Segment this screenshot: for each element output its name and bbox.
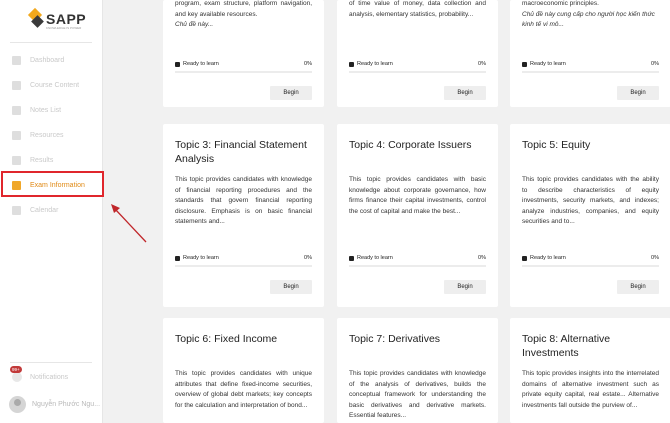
sidebar-item-calendar[interactable] (0, 200, 103, 220)
topic-card (163, 318, 324, 423)
sidebar-item-notes-list[interactable] (0, 100, 103, 120)
book-icon (12, 81, 21, 90)
user-profile[interactable] (9, 396, 100, 413)
topic-description: This topic provides candidates with knowledge of the analysis of derivatives, builds the conceptual framework for understanding the basic derivatives and derivative markets. Essential features... (349, 370, 486, 419)
topic-description-vi: Chủ đề này... (175, 21, 214, 28)
topic-title: Topic 8: Alternative Investments (522, 333, 611, 359)
progress-percent: 0% (651, 61, 659, 67)
progress-bar (522, 265, 659, 267)
sidebar (0, 0, 103, 423)
logo-mark-icon (30, 8, 44, 30)
topic-title: Topic 7: Derivatives (349, 333, 441, 345)
topic-status: Ready to learn 0% (175, 61, 312, 67)
chart-icon (12, 156, 21, 165)
progress-bar (175, 265, 312, 267)
sidebar-item-label: Dashboard (30, 56, 65, 64)
calendar-icon (12, 206, 21, 215)
notifications-label: Notifications (30, 373, 69, 381)
divider (10, 42, 92, 43)
notification-badge: 99+ (12, 367, 20, 372)
topic-description: This topic provides candidates with unique attributes that define fixed-income securities, overview of global debt markets; key concepts for the calculation and interpretation of bond... (175, 370, 312, 409)
begin-button[interactable]: Begin (444, 280, 486, 294)
progress-percent: 0% (304, 61, 312, 67)
topic-description-vi: Chủ đề này cung cấp cho người học kiến thức kinh tế vi mô... (522, 10, 655, 28)
topic-card (337, 0, 498, 107)
progress-bar (349, 71, 486, 73)
topic-description: This topic provides candidates with the ability to describe characteristics of equity investments, security markets, and indexes; analyze industries, companies, and equity securities and to... (522, 176, 659, 225)
topic-status: Ready to learn 0% (349, 255, 486, 261)
sidebar-item-label: Exam Information (30, 181, 85, 189)
avatar (9, 396, 26, 413)
sidebar-item-label: Resources (30, 131, 64, 139)
topic-card (337, 124, 498, 307)
topic-status: Ready to learn 0% (522, 255, 659, 261)
highlight-annotation (1, 171, 104, 197)
topic-card (510, 124, 670, 307)
topic-title: Topic 5: Equity (522, 139, 591, 151)
progress-bar (175, 71, 312, 73)
progress-bar (522, 71, 659, 73)
begin-button[interactable]: Begin (270, 86, 312, 100)
sidebar-item-label: Calendar (30, 206, 59, 214)
topic-title: Topic 6: Fixed Income (175, 333, 278, 345)
sidebar-item-results[interactable] (0, 150, 103, 170)
topic-description: This topic provides insights into the interrelated domains of alternative investment such as private equity capital, real estate... Alternative investments fall outside the purview of... (522, 370, 659, 409)
topic-card (163, 0, 324, 107)
thumbs-up-icon (522, 62, 527, 67)
topic-card (510, 0, 670, 107)
sidebar-item-label: Notes List (30, 106, 62, 114)
topic-description: of time value of money, data collection and analysis, elementary statistics, probability... (349, 0, 486, 18)
begin-button[interactable]: Begin (617, 86, 659, 100)
topic-status: Ready to learn 0% (349, 61, 486, 67)
sidebar-item-course-content[interactable] (0, 75, 103, 95)
begin-button[interactable]: Begin (617, 280, 659, 294)
progress-percent: 0% (478, 255, 486, 261)
begin-button[interactable]: Begin (444, 86, 486, 100)
topic-card (510, 318, 670, 423)
sidebar-item-label: Results (30, 156, 54, 164)
topic-description: This topic provides candidates with knowledge of financial reporting procedures and the standards that govern financial reporting disclosure. Emphasis is on basic financial statements and... (175, 176, 312, 225)
thumbs-up-icon (175, 256, 180, 261)
sidebar-item-label: Course Content (30, 81, 80, 89)
topic-status: Ready to learn 0% (522, 61, 659, 67)
notifications-button[interactable] (12, 367, 69, 382)
bell-icon (12, 367, 22, 382)
user-name: Nguyễn Phước Ngu... (32, 401, 101, 408)
topic-description: This topic provides candidates with basic knowledge about corporate governance, how firms finance their capital investments, control the cost of capital and make the best... (349, 176, 486, 215)
begin-button[interactable]: Begin (270, 280, 312, 294)
topic-status: Ready to learn 0% (175, 255, 312, 261)
thumbs-up-icon (349, 62, 354, 67)
dashboard-icon (12, 56, 21, 65)
folder-icon (12, 131, 21, 140)
logo-text: SAPP (46, 11, 87, 27)
logo-tagline: KNOWLEDGE IS POWER (46, 26, 82, 30)
progress-percent: 0% (304, 255, 312, 261)
divider (10, 362, 92, 363)
topic-title: Topic 4: Corporate Issuers (349, 139, 472, 151)
notes-icon (12, 106, 21, 115)
topic-card (163, 124, 324, 307)
thumbs-up-icon (522, 256, 527, 261)
sidebar-item-dashboard[interactable] (0, 50, 103, 70)
progress-percent: 0% (651, 255, 659, 261)
sidebar-item-resources[interactable] (0, 125, 103, 145)
topic-description: macroeconomic principles. Chủ đề này cung cấp cho người học kiến thức kinh tế vi mô... (522, 0, 659, 31)
topic-description: program, exam structure, platform navigation, and key available resources. Chủ đề này... (175, 0, 312, 31)
progress-bar (349, 265, 486, 267)
thumbs-up-icon (175, 62, 180, 67)
progress-percent: 0% (478, 61, 486, 67)
topic-title: Topic 3: Financial Statement Analysis (175, 139, 307, 165)
topic-card (337, 318, 498, 423)
thumbs-up-icon (349, 256, 354, 261)
